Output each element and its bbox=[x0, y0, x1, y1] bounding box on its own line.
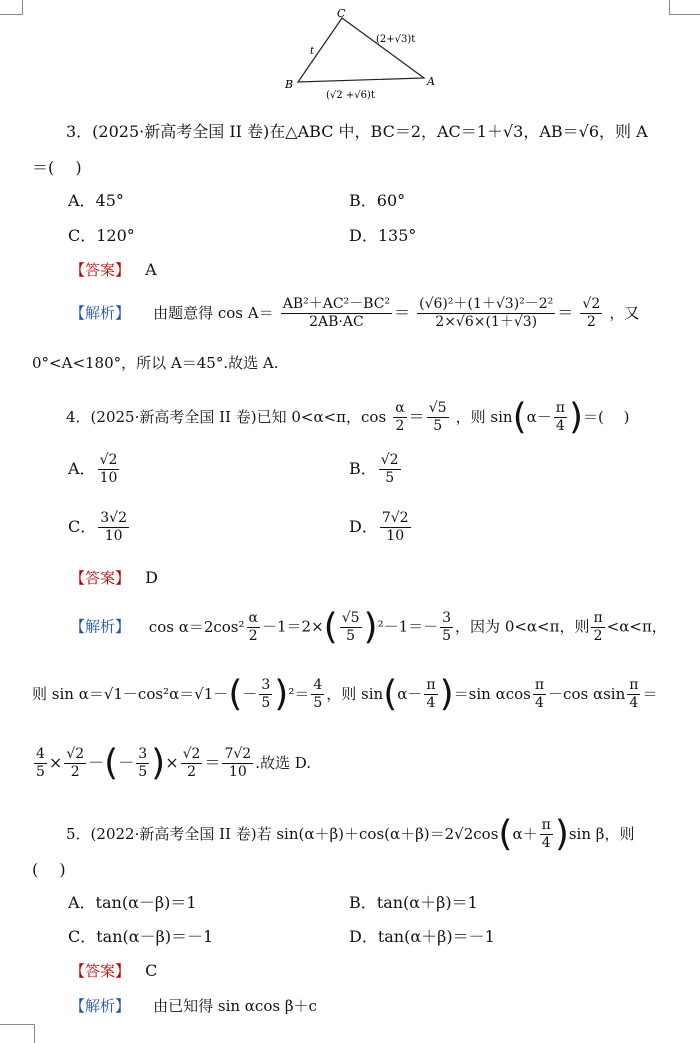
q3-option-d: D．135° bbox=[349, 226, 417, 245]
q5-answer-row: 【答案】 C bbox=[70, 961, 158, 980]
crop-mark-bottom-left bbox=[0, 1024, 35, 1043]
q4-option-b: B． $\frac{√2}{5}$ bbox=[349, 452, 399, 486]
q3-solution-line1: 【解析】 由题意得 cos A＝ $\frac{\text{AB²＋AC²－BC²}}{2AB\cdot AC}$ ＝ $\frac{\text{(√6)²＋(1＋√3)²－2²}}{2\times√6\times(1+√3)}$ ＝ $\frac{√2}{2}$ ，又 bbox=[70, 296, 640, 330]
q3-stem-line2: ＝( ) bbox=[32, 158, 82, 177]
q4-option-d: D． $\frac{7√2}{10}$ bbox=[349, 510, 409, 544]
q4-answer-value: D bbox=[145, 568, 158, 587]
q3-option-b: B．60° bbox=[349, 191, 406, 210]
q4-option-c: C． $\frac{3√2}{10}$ bbox=[68, 510, 127, 544]
q3-answer-row bbox=[70, 259, 157, 280]
vertex-c-label: C bbox=[337, 7, 346, 20]
vertex-a-label: A bbox=[427, 75, 435, 88]
q5-stem-line2: ( ) bbox=[32, 860, 66, 879]
q4-solution-line1: 【解析】 cos α＝2cos² $\frac{\alpha}{2}$ －1＝2×( $\frac{√5}{5}$ )²－1＝－ $\frac{3}{5}$ ，因为 0<α<π，则 $\frac{\pi}{2}$ <α<π， bbox=[70, 606, 667, 648]
q4-solution-line2: 则 sin α＝√1－cos²α＝√1－(－ $\frac{3}{5}$ )²＝ $\frac{4}{5}$ ，则 sin(α－ $\frac{\pi}{4}$ )＝sin αcos $\frac{\pi}{4}$ －cos αsin $\frac{\pi}{4}$ ＝ bbox=[32, 673, 658, 715]
side-ab-label: (√2 +√6)t bbox=[326, 90, 375, 101]
triangle-figure bbox=[280, 4, 450, 104]
q4-solution-line3: $\frac{4}{5}$ × $\frac{√2}{2}$ －(－ $\frac{3}{5}$ )× $\frac{√2}{2}$ ＝ $\frac{7√2}{10}$ .故选 D. bbox=[36, 742, 311, 784]
analysis-label: 【解析】 bbox=[70, 304, 131, 322]
q5-option-a: A．tan(α－β)＝1 bbox=[68, 893, 197, 912]
answer-label: 【答案】 bbox=[70, 261, 131, 279]
side-bc-label: t bbox=[310, 46, 315, 57]
q5-stem: 5．(2022·新高考全国 II 卷)若 sin(α＋β)＋cos(α＋β)＝2√2cos(α＋ $\frac{\pi}{4}$ )sin β，则 bbox=[66, 813, 635, 855]
q3-stem-line1: 3．(2025·新高考全国 II 卷)在△ABC 中，BC＝2，AC＝1＋√3，AB＝√6，则 A bbox=[66, 122, 648, 141]
q5-solution-line1: 【解析】 由已知得 sin αcos β＋c bbox=[70, 997, 317, 1015]
q5-option-b: B．tan(α＋β)＝1 bbox=[349, 893, 478, 912]
q4-answer-row: 【答案】 D bbox=[70, 568, 158, 587]
q3-solution-line2: 0°<A<180°，所以 A＝45°.故选 A. bbox=[32, 354, 279, 372]
q4-option-a: A． $\frac{√2}{10}$ bbox=[68, 452, 118, 486]
crop-mark-top-right bbox=[669, 0, 700, 15]
q3-option-c: C．120° bbox=[68, 226, 135, 245]
q5-answer-value: C bbox=[145, 961, 158, 980]
q5-option-d: D．tan(α＋β)＝－1 bbox=[349, 927, 495, 946]
side-ca-label: (2+√3)t bbox=[376, 34, 416, 45]
vertex-b-label: B bbox=[285, 78, 294, 91]
q4-stem: 4．(2025·新高考全国 II 卷)已知 0<α<π，cos $\frac{\alpha}{2}$ ＝ $\frac{√5}{5}$ ，则 sin(α－ $\frac{\pi}{4}$ )＝( ) bbox=[66, 396, 630, 438]
q3-option-a: A．45° bbox=[68, 191, 124, 210]
crop-mark-top-left bbox=[0, 0, 23, 15]
q5-option-c: C．tan(α－β)＝－1 bbox=[68, 927, 214, 946]
q3-answer-value: A bbox=[145, 260, 157, 279]
